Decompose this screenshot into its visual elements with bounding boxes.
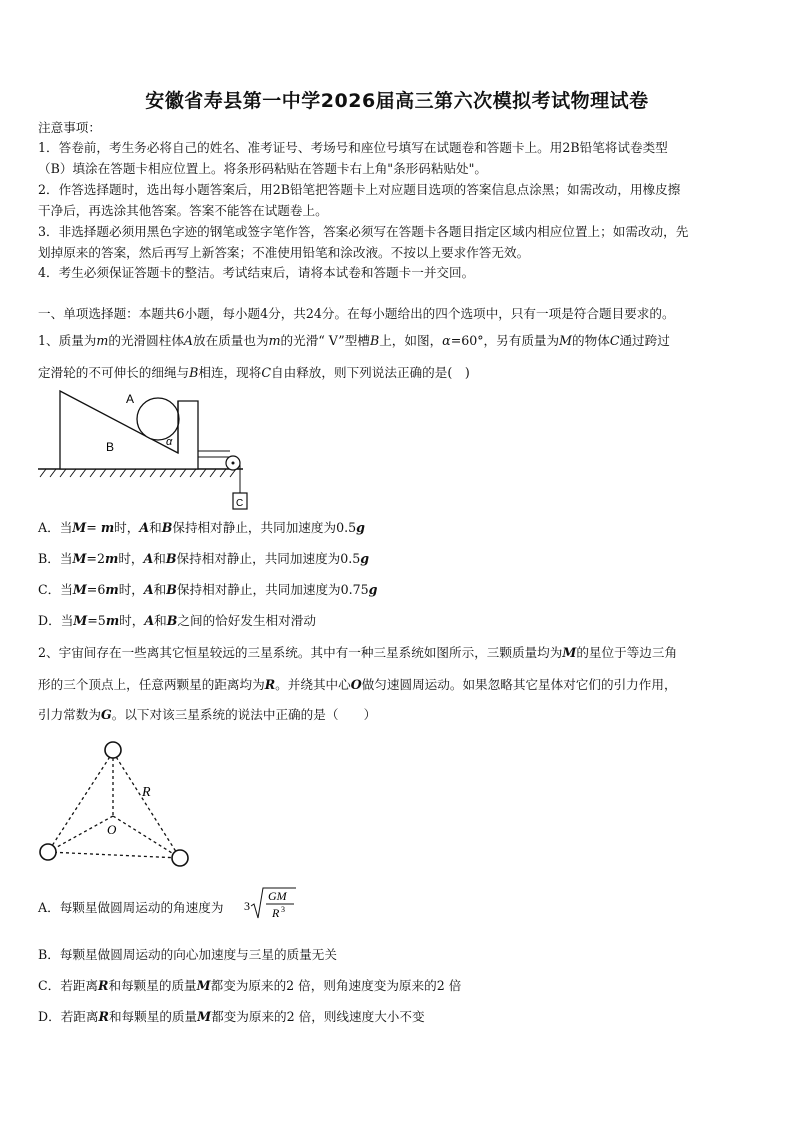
wedge-pulley-figure: [38, 385, 253, 515]
text: 时，: [119, 613, 145, 628]
text: 和: [149, 520, 162, 535]
var: A: [139, 520, 150, 535]
triangle-dashed-lines: [48, 752, 180, 858]
numerator: GM: [268, 889, 287, 903]
q1-option-a[interactable]: [38, 520, 760, 536]
var: m: [100, 520, 115, 535]
var: m: [268, 333, 281, 348]
text: 都变为原来的2 倍，则线速度大小不变: [211, 1009, 425, 1024]
label-r: R: [142, 785, 151, 800]
var: R: [98, 1009, 109, 1024]
question-1-stem: [38, 333, 760, 349]
q1-option-d[interactable]: [38, 613, 760, 629]
notice-line: 划掉原来的答案，然后再写上新答案；不准使用铅笔和涂改液。不按以上要求作答无效。: [38, 245, 530, 260]
text: D．当: [38, 613, 74, 628]
var: B: [166, 613, 178, 628]
text: 形的三个顶点上，任意两颗星的距离均为: [38, 677, 265, 692]
q2-option-a[interactable]: [38, 900, 760, 916]
text: 上，如图，: [379, 333, 443, 348]
denominator: R: [272, 906, 280, 920]
text: 的光滑圆柱体: [108, 333, 184, 348]
ground-hatch: [40, 469, 236, 477]
text: 相连，现将: [198, 365, 262, 380]
text: =60°，另有质量为: [450, 333, 560, 348]
text: 的星位于等边三角: [576, 645, 678, 660]
text: 都变为原来的2 倍，则角速度变为原来的2 倍: [210, 978, 462, 993]
var: M: [196, 978, 211, 993]
var: g: [360, 551, 370, 566]
var: A: [183, 333, 194, 348]
text: 。以下对该三星系统的说法中正确的是（ ）: [111, 707, 377, 722]
text: 。并绕其中心: [275, 677, 351, 692]
text: 时，: [118, 551, 144, 566]
var: M: [72, 551, 87, 566]
label-alpha: α: [166, 436, 173, 448]
text: D．若距离: [38, 1009, 99, 1024]
var: B: [165, 551, 177, 566]
text: 和: [153, 551, 166, 566]
page-title: 安徽省寿县第一中学2026届高三第六次模拟考试物理试卷: [145, 90, 649, 112]
cylinder-a: [137, 398, 179, 440]
var: B: [166, 582, 177, 597]
section-heading: 一、单项选择题：本题共6小题，每小题4分，共24分。在每小题给出的四个选项中，只有一项是符合题目要求的。: [38, 306, 675, 321]
text: 和每颗星的质量: [108, 978, 197, 993]
text: 保持相对静止，共同加速度为0.5: [172, 520, 357, 535]
text: =5: [87, 613, 106, 628]
text: =6: [86, 582, 106, 597]
text: 2、宇宙间存在一些离其它恒星较远的三星系统。其中有一种三星系统如图所示，三颗质量均为: [38, 645, 563, 660]
notice-line: 2．作答选择题时，选出每小题答案后，用2B铅笔把答题卡上对应题目选项的答案信息点涂黑；如需改动，用橡皮擦: [38, 182, 681, 197]
var: M: [73, 613, 88, 628]
text: 自由释放，则下列说法正确的是( ): [271, 365, 470, 380]
text: A．每颗星做圆周运动的角速度为: [38, 900, 224, 915]
question-2-stem: [38, 645, 760, 661]
label-c: C: [236, 498, 244, 509]
q1-option-b[interactable]: [38, 551, 760, 567]
question-2-stem-cont: [38, 707, 760, 723]
text: 和: [154, 613, 167, 628]
text: 的光滑“ V”型槽: [280, 333, 370, 348]
text: 和: [153, 582, 167, 597]
var: C: [261, 365, 271, 380]
var: M: [72, 520, 87, 535]
text: 做匀速圆周运动。如果忽略其它星体对它们的引力作用，: [361, 677, 677, 692]
text: 通过跨过: [619, 333, 670, 348]
text: 定滑轮的不可伸长的细绳与: [38, 365, 190, 380]
three-star-figure: [36, 738, 196, 868]
notice-line: （B）填涂在答题卡相应位置上。将条形码粘贴在答题卡右上角"条形码粘贴处"。: [38, 161, 488, 176]
question-1-stem-cont: [38, 365, 760, 381]
var: M: [559, 333, 573, 348]
text: 保持相对静止，共同加速度为0.5: [176, 551, 361, 566]
var: M: [562, 645, 577, 660]
label-b: B: [106, 440, 115, 454]
label-o: O: [107, 822, 117, 837]
var: B: [189, 365, 199, 380]
var: A: [143, 582, 154, 597]
q2-option-c[interactable]: [38, 978, 760, 994]
notice-line: 1．答卷前，考生务必将自己的姓名、准考证号、考场号和座位号填写在试题卷和答题卡上。用2B铅笔将试卷类型: [38, 140, 668, 155]
text: 保持相对静止，共同加速度为0.75: [176, 582, 369, 597]
text: C．当: [38, 582, 73, 597]
star-left: [40, 844, 56, 860]
notice-line: 3．非选择题必须用黑色字迹的钢笔或签字笔作答，答案必须写在答题卡各题目指定区域内相应位置上；如需改动，先: [38, 224, 689, 239]
question-2-stem-cont: [38, 677, 760, 693]
star-right: [172, 850, 188, 866]
text: =2: [86, 551, 105, 566]
text: 1、质量为: [38, 333, 97, 348]
exponent: 3: [281, 905, 285, 914]
var: A: [143, 551, 154, 566]
var: m: [96, 333, 109, 348]
var: A: [144, 613, 155, 628]
text: A．当: [38, 520, 73, 535]
var: O: [350, 677, 362, 692]
label-a: A: [126, 392, 135, 406]
var: m: [105, 613, 120, 628]
notice-line: 4．考生必须保证答题卡的整洁。考试结束后，请将本试卷和答题卡一并交回。: [38, 265, 475, 280]
notice-heading: 注意事项：: [38, 120, 101, 135]
angular-velocity-formula: [244, 884, 304, 924]
text: 之间的恰好发生相对滑动: [177, 613, 316, 628]
text: 引力常数为: [38, 707, 101, 722]
text: 放在质量也为: [193, 333, 269, 348]
text: =: [86, 520, 101, 535]
var: M: [72, 582, 87, 597]
var: g: [356, 520, 365, 535]
q1-option-c[interactable]: [38, 582, 760, 598]
notice-line: 干净后，再选涂其他答案。答案不能答在试题卷上。: [38, 203, 328, 218]
text: 时，: [118, 582, 144, 597]
var: R: [98, 978, 109, 993]
var: B: [369, 333, 380, 348]
q2-option-d[interactable]: [38, 1009, 760, 1025]
text: 的物体: [572, 333, 610, 348]
q2-option-b[interactable]: B．每颗星做圆周运动的向心加速度与三星的质量无关: [38, 947, 337, 962]
var: C: [609, 333, 620, 348]
text: 时，: [114, 520, 140, 535]
var: R: [264, 677, 276, 692]
var: g: [368, 582, 378, 597]
star-top: [105, 742, 121, 758]
var: B: [161, 520, 173, 535]
text: 和每颗星的质量: [108, 1009, 198, 1024]
text: B．当: [38, 551, 73, 566]
coef: 3: [244, 899, 250, 913]
text: C．若距离: [38, 978, 99, 993]
var: G: [100, 707, 112, 722]
var: m: [104, 551, 119, 566]
var: α: [442, 333, 451, 348]
var: M: [197, 1009, 212, 1024]
var: m: [105, 582, 119, 597]
